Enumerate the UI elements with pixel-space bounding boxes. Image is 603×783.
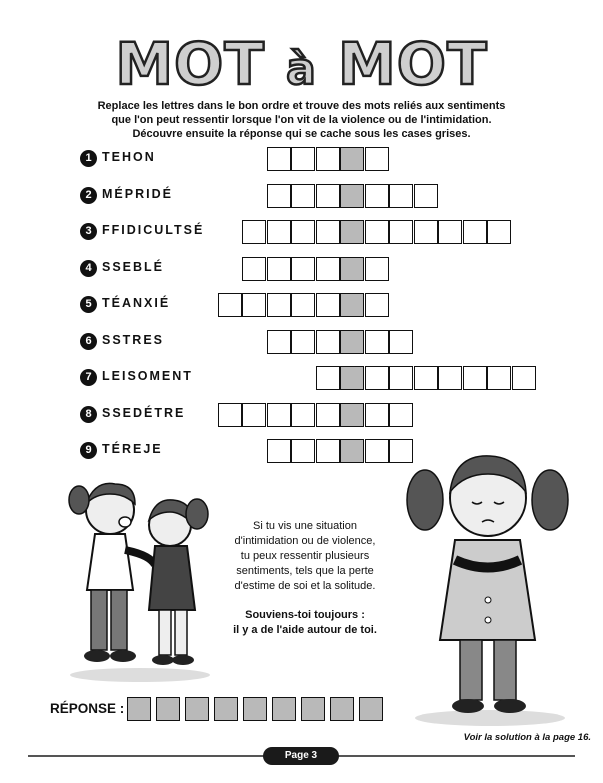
scrambled-word: TÉANXIÉ [102, 296, 171, 310]
message-line-4: sentiments, tels que la perte [236, 565, 374, 577]
letter-box[interactable] [291, 293, 315, 317]
letter-box[interactable] [389, 403, 413, 427]
letter-box[interactable] [438, 220, 462, 244]
answer-letter-box-gray[interactable] [340, 184, 364, 208]
answer-letter-box-gray[interactable] [340, 147, 364, 171]
scrambled-word: FFIDICULTSÉ [102, 223, 205, 237]
letter-box[interactable] [218, 293, 242, 317]
puzzle-number: 4 [80, 260, 97, 277]
message-reminder-1: Souviens-toi toujours : [245, 609, 365, 621]
message-line-3: tu peux ressentir plusieurs [240, 550, 370, 562]
answer-box[interactable] [127, 697, 151, 721]
answer-letter-box-gray[interactable] [340, 403, 364, 427]
letter-box[interactable] [218, 403, 242, 427]
message-box [225, 519, 385, 638]
puzzle-number: 2 [80, 187, 97, 204]
message-line-1: Si tu vis une situation [253, 520, 357, 532]
letter-box[interactable] [267, 439, 291, 463]
scrambled-word: SSTRES [102, 332, 165, 347]
letter-box[interactable] [365, 366, 389, 390]
letter-box[interactable] [316, 257, 340, 281]
letter-box[interactable] [487, 366, 511, 390]
letter-box[interactable] [242, 403, 266, 427]
letter-box[interactable] [242, 257, 266, 281]
letter-box[interactable] [389, 220, 413, 244]
answer-box[interactable] [243, 697, 267, 721]
letter-box[interactable] [389, 366, 413, 390]
puzzle-number: 3 [80, 223, 97, 240]
letter-box[interactable] [316, 293, 340, 317]
letter-box[interactable] [291, 403, 315, 427]
letter-box[interactable] [291, 220, 315, 244]
letter-box[interactable] [267, 220, 291, 244]
letter-box[interactable] [365, 293, 389, 317]
letter-box[interactable] [267, 403, 291, 427]
letter-box[interactable] [242, 293, 266, 317]
letter-box[interactable] [414, 184, 438, 208]
title-word-1: MOT [115, 30, 265, 98]
answer-box[interactable] [272, 697, 296, 721]
letter-box[interactable] [242, 220, 266, 244]
letter-box[interactable] [267, 330, 291, 354]
letter-box[interactable] [389, 184, 413, 208]
gossiping-girls-illustration [55, 470, 225, 685]
scrambled-word: MÉPRIDÉ [102, 186, 173, 201]
letter-box[interactable] [414, 220, 438, 244]
letter-box[interactable] [365, 147, 389, 171]
instructions-line-3: Découvre ensuite la réponse qui se cache sous les cases grises. [132, 128, 471, 140]
puzzle-number: 7 [80, 369, 97, 386]
letter-box[interactable] [365, 220, 389, 244]
instructions-line-2: que l'on peut ressentir lorsque l'on vit de la violence ou de l'intimidation. [111, 114, 492, 126]
letter-box[interactable] [365, 403, 389, 427]
title-word-3: MOT [338, 30, 488, 98]
puzzle-number: 9 [80, 442, 97, 459]
letter-box[interactable] [316, 366, 340, 390]
letter-box[interactable] [316, 147, 340, 171]
answer-box[interactable] [156, 697, 180, 721]
letter-box[interactable] [291, 147, 315, 171]
puzzle-number: 1 [80, 150, 97, 167]
letter-box[interactable] [267, 257, 291, 281]
answer-box[interactable] [330, 697, 354, 721]
message-line-5: d'estime de soi et la solitude. [234, 580, 376, 592]
answer-box[interactable] [301, 697, 325, 721]
letter-box[interactable] [291, 330, 315, 354]
letter-box[interactable] [316, 184, 340, 208]
letter-box[interactable] [316, 439, 340, 463]
instructions-line-1: Replace les lettres dans le bon ordre et trouve des mots reliés aux sentiments [97, 100, 506, 112]
answer-box[interactable] [359, 697, 383, 721]
answer-box[interactable] [214, 697, 238, 721]
message-reminder-2: il y a de l'aide autour de toi. [233, 624, 377, 636]
letter-box[interactable] [414, 366, 438, 390]
answer-letter-box-gray[interactable] [340, 257, 364, 281]
letter-box[interactable] [463, 366, 487, 390]
scrambled-word: TÉREJE [102, 442, 163, 456]
page-number-badge: Page 3 [263, 747, 339, 765]
solution-note: Voir la solution à la page 16. [463, 732, 591, 743]
scrambled-word: LEISOMENT [102, 369, 193, 383]
scrambled-word: SSEBLÉ [102, 259, 165, 274]
puzzle-number: 5 [80, 296, 97, 313]
answer-label: RÉPONSE : [50, 701, 125, 716]
puzzle-number: 8 [80, 406, 97, 423]
title-word-2: à [286, 44, 317, 95]
puzzle-number: 6 [80, 333, 97, 350]
answer-letter-box-gray[interactable] [340, 293, 364, 317]
page-title [0, 30, 603, 98]
letter-box[interactable] [316, 330, 340, 354]
answer-letter-box-gray[interactable] [340, 366, 364, 390]
letter-box[interactable] [389, 330, 413, 354]
letter-box[interactable] [291, 439, 315, 463]
letter-box[interactable] [438, 366, 462, 390]
letter-box[interactable] [365, 184, 389, 208]
instructions [60, 99, 543, 141]
letter-box[interactable] [291, 184, 315, 208]
letter-box[interactable] [267, 293, 291, 317]
letter-box[interactable] [267, 184, 291, 208]
letter-box[interactable] [463, 220, 487, 244]
letter-box[interactable] [512, 366, 536, 390]
scrambled-word: SSEDÉTRE [102, 405, 186, 420]
letter-box[interactable] [291, 257, 315, 281]
letter-box[interactable] [487, 220, 511, 244]
message-line-2: d'intimidation ou de violence, [234, 535, 376, 547]
letter-box[interactable] [316, 220, 340, 244]
answer-letter-box-gray[interactable] [340, 330, 364, 354]
answer-letter-box-gray[interactable] [340, 220, 364, 244]
letter-box[interactable] [267, 147, 291, 171]
letter-box[interactable] [365, 330, 389, 354]
answer-box[interactable] [185, 697, 209, 721]
sad-girl-illustration [400, 440, 575, 730]
scrambled-word: TEHON [102, 150, 156, 164]
letter-box[interactable] [365, 257, 389, 281]
letter-box[interactable] [365, 439, 389, 463]
answer-letter-box-gray[interactable] [340, 439, 364, 463]
letter-box[interactable] [316, 403, 340, 427]
